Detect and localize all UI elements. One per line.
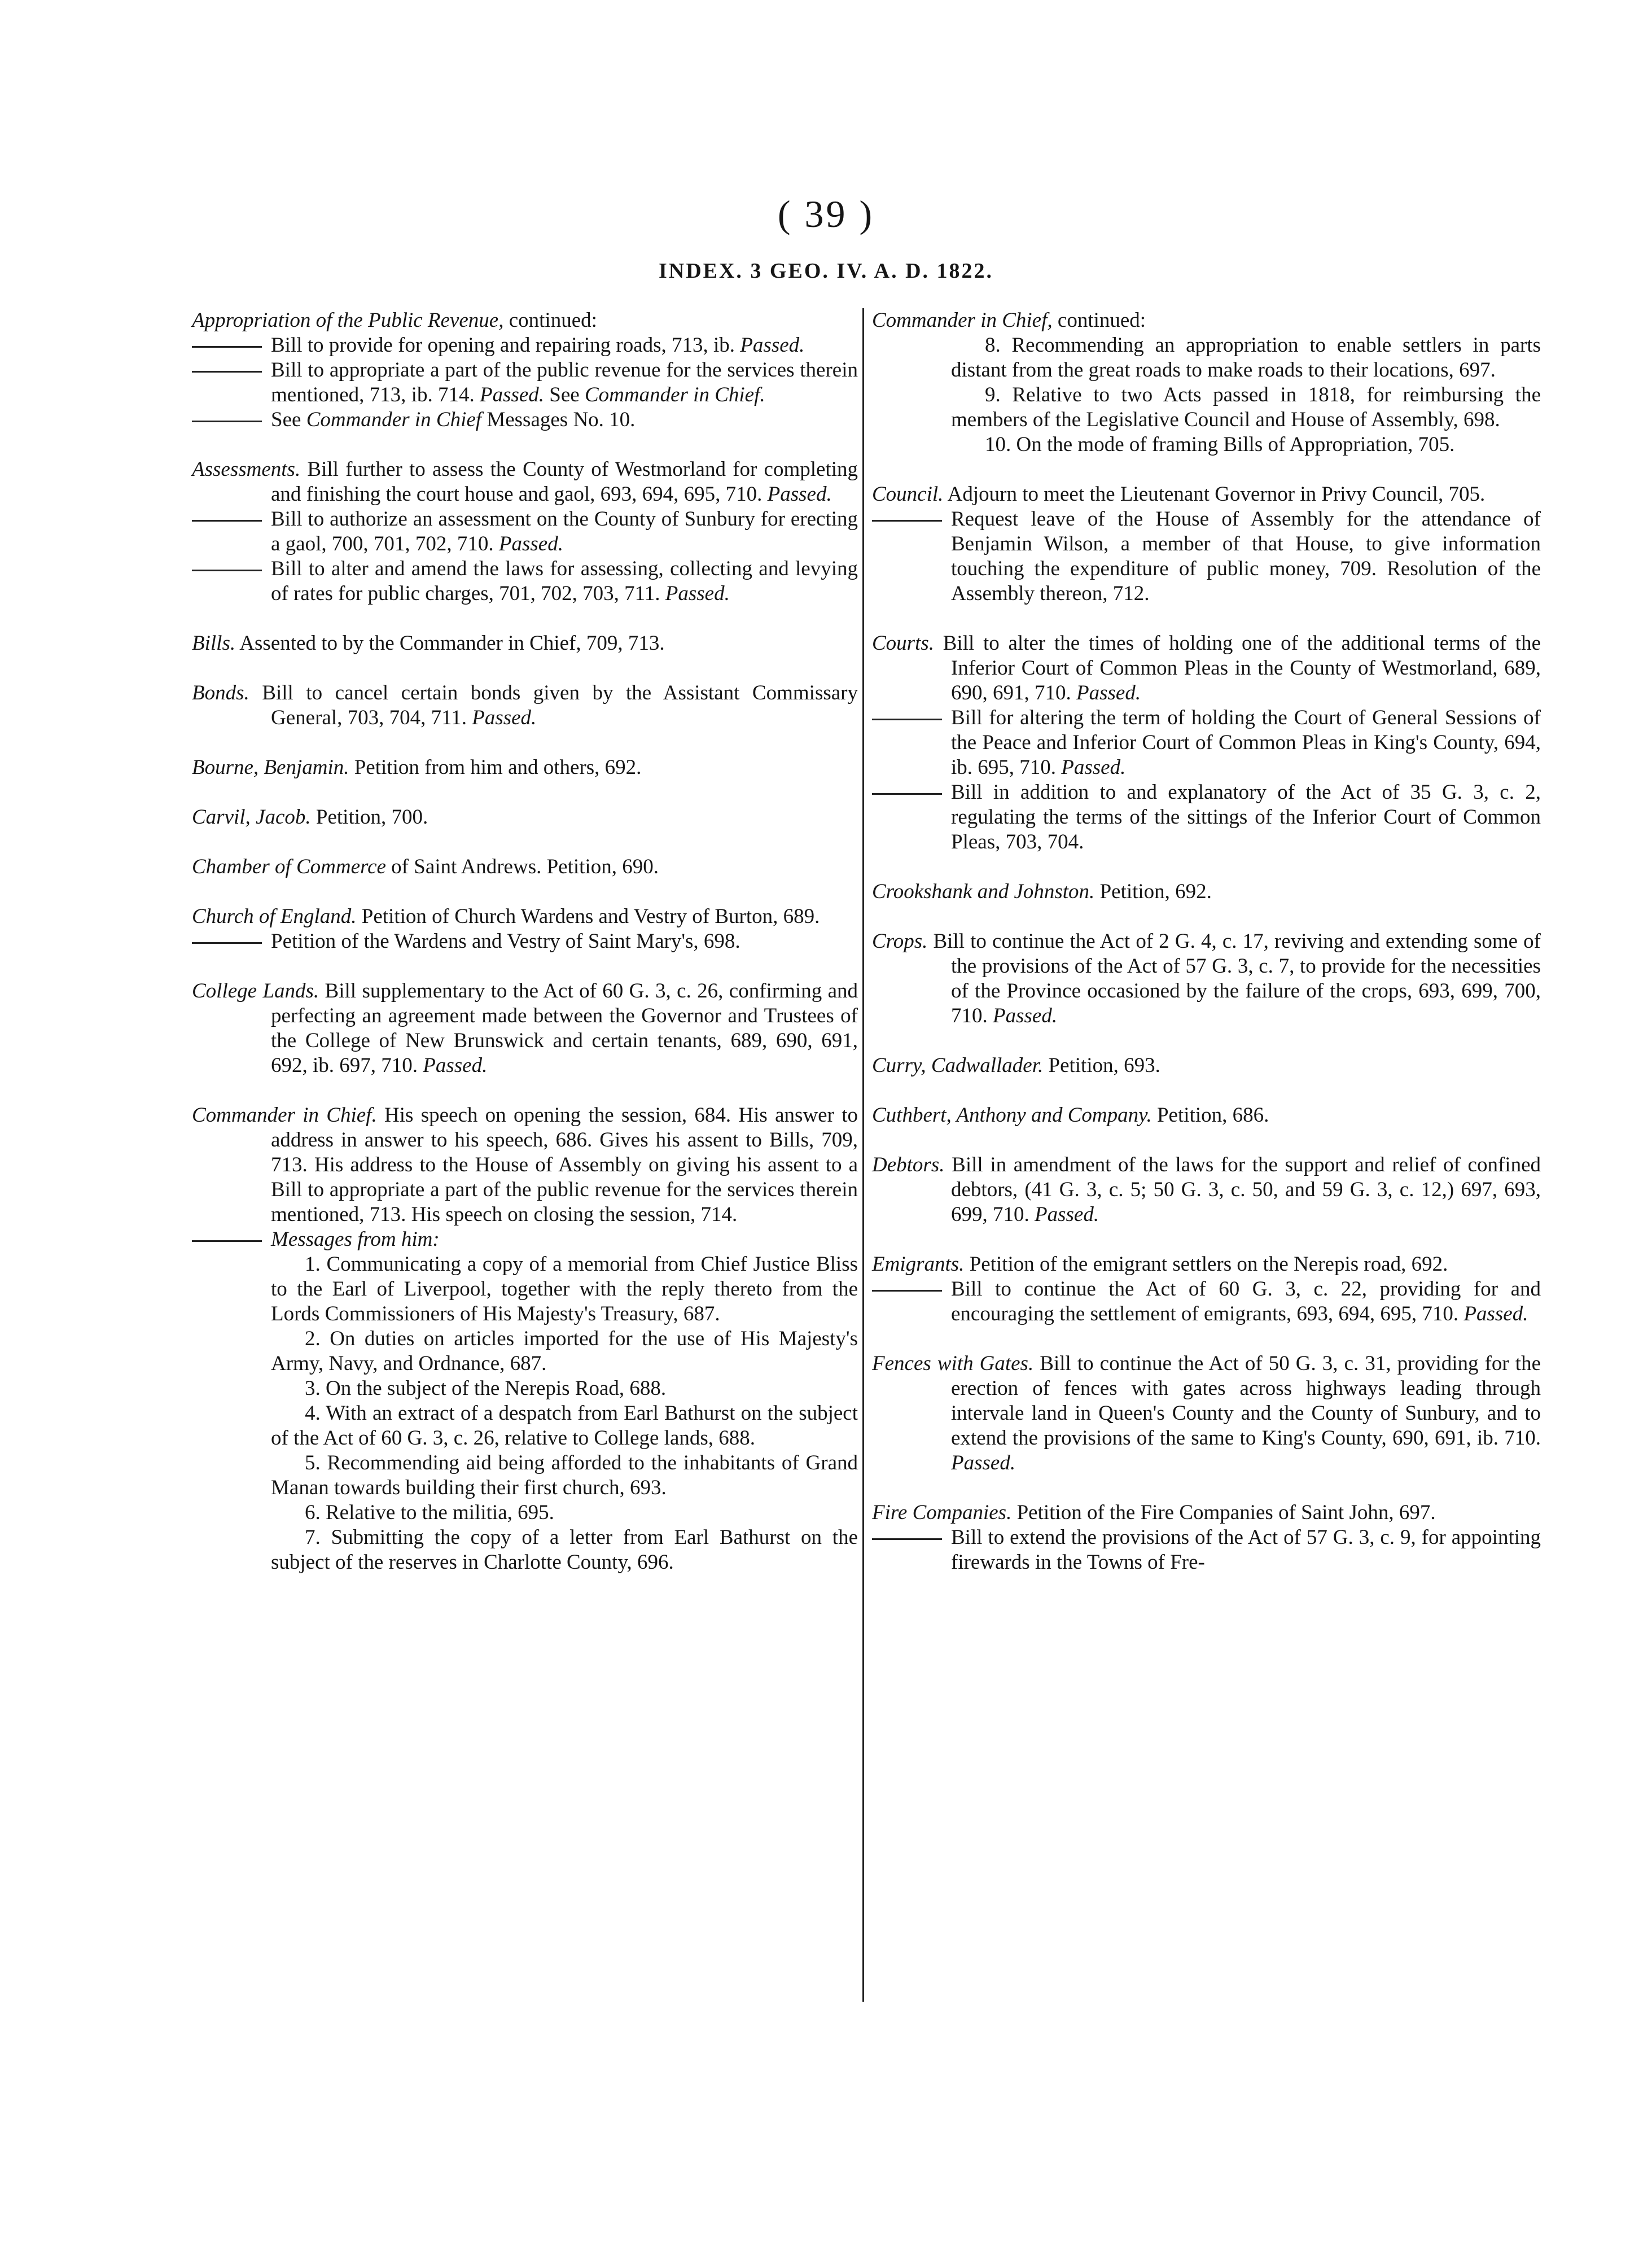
- entry-courts: Courts. Bill to alter the times of holding one of the additional terms of the Inferior Court of Common Pleas in the County of Westmorland, 689, 690, 691, 710. Passed. Bill for altering the term of holding the Court of General Sessions of the Peace and Inferior Court of Common Pleas in King's County, 694, ib. 695, 710. Passed. Bill in addition to and explanatory of the Act of 35 G. 3, c. 2, regulating the terms of the sittings of the Inferior Court of Common Pleas, 703, 704.: [872, 632, 1541, 854]
- entry-crops: Crops. Bill to continue the Act of 2 G. 4, c. 17, reviving and extending some of the provisions of the Act of 57 G. 3, c. 7, to provide for the necessities of the Province occasioned by the failure of the crops, 693, 699, 700, 710. Passed.: [872, 930, 1541, 1027]
- entry-heading: Assessments.: [192, 458, 301, 481]
- entry-emigrants: Emigrants. Petition of the emigrant settlers on the Nerepis road, 692. Bill to continue the Act of 60 G. 3, c. 22, providing for and encouraging the settlement of emigrants, 693, 694, 695, 710. Passed.: [872, 1253, 1541, 1325]
- dash-rule: [192, 942, 262, 944]
- entry-heading: Chamber of Commerce: [192, 855, 386, 878]
- entry-chamber: Chamber of Commerce of Saint Andrews. Petition, 690.: [192, 855, 659, 878]
- dash-rule: [192, 520, 262, 522]
- entry-cuthbert: Cuthbert, Anthony and Company. Petition, 686.: [872, 1104, 1269, 1127]
- sub-entry: Petition of the Wardens and Vestry of Saint Mary's, 698.: [192, 929, 858, 954]
- left-column: [192, 308, 858, 1578]
- message-item: 4. With an extract of a despatch from Earl Bathurst on the subject of the Act of 60 G. 3, c. 26, relative to College lands, 688.: [271, 1402, 858, 1450]
- sub-entry: Bill to extend the provisions of the Act of 57 G. 3, c. 9, for appointing firewards in the Towns of Fre-: [872, 1525, 1541, 1575]
- dash-rule: [192, 346, 262, 348]
- entry-heading: Emigrants.: [872, 1253, 965, 1276]
- entry-heading: Crookshank and Johnston.: [872, 880, 1095, 903]
- entry-commander: Commander in Chief. His speech on opening the session, 684. His answer to address in answer to his speech, 686. Gives his assent to Bills, 709, 713. His address to the House of Assembly on giving his assent to a Bill to appropriate a part of the public revenue for the services therein mentioned, 713. His speech on closing the session, 714. Messages from him: 1. Communicating a copy of a memorial from Chief Justice Bliss to the Earl of Liverpool, together with the reply thereto from the Lords Commissioners of His Majesty's Treasury, 687. 2. On duties on articles imported for the use of His Majesty's Army, Navy, and Ordnance, 687. 3. On the subject of the Nerepis Road, 688. 4. With an extract of a despatch from Earl Bathurst on the subject of the Act of 60 G. 3, c. 26, relative to College lands, 688. 5. Recommending aid being afforded to the inhabitants of Grand Manan towards building their first church, 693. 6. Relative to the militia, 695. 7. Submitting the copy of a letter from Earl Bathurst on the subject of the reserves in Charlotte County, 696.: [192, 1104, 858, 1574]
- sub-entry: Bill to authorize an assessment on the County of Sunbury for erecting a gaol, 700, 701, 702, 710. Passed.: [192, 507, 858, 557]
- entry-heading: Debtors.: [872, 1153, 945, 1176]
- dash-rule: [872, 1290, 942, 1292]
- sub-entry: See Commander in Chief Messages No. 10.: [192, 408, 858, 432]
- message-item: 10. On the mode of framing Bills of Appropriation, 705.: [985, 433, 1455, 456]
- entry-heading: Bonds.: [192, 681, 249, 704]
- entry-heading: Appropriation of the Public Revenue,: [192, 309, 504, 332]
- dash-rule: [192, 570, 262, 571]
- entry-carvil: Carvil, Jacob. Petition, 700.: [192, 806, 428, 829]
- entry-appropriation: Appropriation of the Public Revenue, continued: Bill to provide for opening and repairing roads, 713, ib. Passed. Bill to appropriate a part of the public revenue for the services therein mentioned, 713, ib. 714. Passed. See Commander in Chief. See Commander in Chief Messages No. 10.: [192, 309, 858, 431]
- entry-assessments: Assessments. Bill further to assess the County of Westmorland for completing and finishing the court house and gaol, 693, 694, 695, 710. Passed. Bill to authorize an assessment on the County of Sunbury for erecting a gaol, 700, 701, 702, 710. Passed. Bill to alter and amend the laws for assessing, collecting and levying of rates for public charges, 701, 702, 703, 711. Passed.: [192, 458, 858, 605]
- sub-entry: Bill to appropriate a part of the public revenue for the services therein mentioned, 713, ib. 714. Passed. See Commander in Chief.: [192, 358, 858, 408]
- dash-rule: [192, 421, 262, 422]
- running-head: INDEX. 3 GEO. IV. A. D. 1822.: [658, 259, 994, 283]
- entry-church: Church of England. Petition of Church Wardens and Vestry of Burton, 689. Petition of the Wardens and Vestry of Saint Mary's, 698.: [192, 904, 858, 954]
- entry-bourne: Bourne, Benjamin. Petition from him and others, 692.: [192, 756, 642, 779]
- entry-bills: Bills. Assented to by the Commander in Chief, 709, 713.: [192, 632, 665, 655]
- entry-commander-continued: Commander in Chief, continued: 8. Recommending an appropriation to enable settlers in parts distant from the great roads to make roads to their locations, 697. 9. Relative to two Acts passed in 1818, for reimbursing the members of the Legislative Council and House of Assembly, 698. 10. On the mode of framing Bills of Appropriation, 705.: [872, 309, 1541, 456]
- dash-rule: [872, 520, 942, 522]
- entry-debtors: Debtors. Bill in amendment of the laws for the support and relief of confined debtors, (41 G. 3, c. 5; 50 G. 3, c. 50, and 59 G. 3, c. 12,) 697, 693, 699, 710. Passed.: [872, 1153, 1541, 1226]
- dash-rule: [872, 793, 942, 795]
- dash-rule: [192, 371, 262, 373]
- message-item: 3. On the subject of the Nerepis Road, 688.: [305, 1377, 667, 1400]
- message-item: 6. Relative to the militia, 695.: [305, 1501, 554, 1524]
- entry-heading: Council.: [872, 483, 944, 506]
- entry-heading: Commander in Chief.: [192, 1104, 377, 1127]
- entry-fire-companies: Fire Companies. Petition of the Fire Companies of Saint John, 697. Bill to extend the provisions of the Act of 57 G. 3, c. 9, for appointing firewards in the Towns of Fre-: [872, 1501, 1541, 1574]
- message-item: 9. Relative to two Acts passed in 1818, for reimbursing the members of the Legislative Council and House of Assembly, 698.: [951, 383, 1541, 431]
- dash-rule: [872, 719, 942, 720]
- entry-heading: Commander in Chief,: [872, 309, 1053, 332]
- entry-heading: Courts.: [872, 632, 935, 655]
- entry-heading: Bills.: [192, 632, 236, 655]
- message-item: 1. Communicating a copy of a memorial from Chief Justice Bliss to the Earl of Liverpool, together with the reply thereto from the Lords Commissioners of His Majesty's Treasury, 687.: [271, 1253, 858, 1325]
- entry-heading: College Lands.: [192, 979, 319, 1003]
- sub-entry: Bill to continue the Act of 60 G. 3, c. 22, providing for and encouraging the settlement of emigrants, 693, 694, 695, 710. Passed.: [872, 1277, 1541, 1327]
- entry-crookshank: Crookshank and Johnston. Petition, 692.: [872, 880, 1212, 903]
- entry-curry: Curry, Cadwallader. Petition, 693.: [872, 1054, 1160, 1077]
- sub-entry: Bill for altering the term of holding the Court of General Sessions of the Peace and Inferior Court of Common Pleas in King's County, 694, ib. 695, 710. Passed.: [872, 706, 1541, 780]
- sub-entry: Bill to provide for opening and repairing roads, 713, ib. Passed.: [192, 333, 858, 358]
- entry-heading: Fences with Gates.: [872, 1352, 1034, 1375]
- sub-entry: Request leave of the House of Assembly for the attendance of Benjamin Wilson, a member of that House, to give information touching the expenditure of public money, 709. Resolution of the Assembly thereon, 712.: [872, 507, 1541, 606]
- message-item: 7. Submitting the copy of a letter from Earl Bathurst on the subject of the reserves in Charlotte County, 696.: [271, 1526, 858, 1574]
- dash-rule: [192, 1240, 262, 1242]
- right-column: [872, 308, 1541, 1578]
- entry-heading: Carvil, Jacob.: [192, 806, 311, 829]
- entry-heading: Curry, Cadwallader.: [872, 1054, 1044, 1077]
- entry-bonds: Bonds. Bill to cancel certain bonds given by the Assistant Commissary General, 703, 704, 711. Passed.: [192, 681, 858, 729]
- entry-fences: Fences with Gates. Bill to continue the Act of 50 G. 3, c. 31, providing for the erection of fences with gates across highways leading through intervale land in Queen's County and the County of Sunbury, and to extend the provisions of the same to King's County, 690, 691, ib. 710. Passed.: [872, 1352, 1541, 1474]
- dash-rule: [872, 1538, 942, 1540]
- sub-entry: Messages from him:: [192, 1227, 858, 1252]
- entry-heading: Bourne, Benjamin.: [192, 756, 349, 779]
- entry-heading: Crops.: [872, 930, 928, 953]
- entry-heading: Fire Companies.: [872, 1501, 1012, 1524]
- message-item: 2. On duties on articles imported for the use of His Majesty's Army, Navy, and Ordnance, 687.: [271, 1327, 858, 1375]
- entry-college-lands: College Lands. Bill supplementary to the Act of 60 G. 3, c. 26, confirming and perfecting an agreement made between the Governor and Trustees of the College of New Brunswick and certain tenants, 689, 690, 691, 692, ib. 697, 710. Passed.: [192, 979, 858, 1077]
- entry-heading: Church of England.: [192, 905, 357, 928]
- message-item: 8. Recommending an appropriation to enable settlers in parts distant from the great roads to make roads to their locations, 697.: [951, 334, 1541, 382]
- entry-heading: Cuthbert, Anthony and Company.: [872, 1104, 1152, 1127]
- page-number: ( 39 ): [777, 192, 875, 235]
- sub-entry: Bill to alter and amend the laws for assessing, collecting and levying of rates for public charges, 701, 702, 703, 711. Passed.: [192, 557, 858, 606]
- entry-council: Council. Adjourn to meet the Lieutenant Governor in Privy Council, 705. Request leave of the House of Assembly for the attendance of Benjamin Wilson, a member of that House, to give information touching the expenditure of public money, 709. Resolution of the Assembly thereon, 712.: [872, 483, 1541, 605]
- sub-entry: Bill in addition to and explanatory of the Act of 35 G. 3, c. 2, regulating the terms of the sittings of the Inferior Court of Common Pleas, 703, 704.: [872, 780, 1541, 855]
- column-divider: [862, 308, 864, 2002]
- message-item: 5. Recommending aid being afforded to the inhabitants of Grand Manan towards building their first church, 693.: [271, 1451, 858, 1499]
